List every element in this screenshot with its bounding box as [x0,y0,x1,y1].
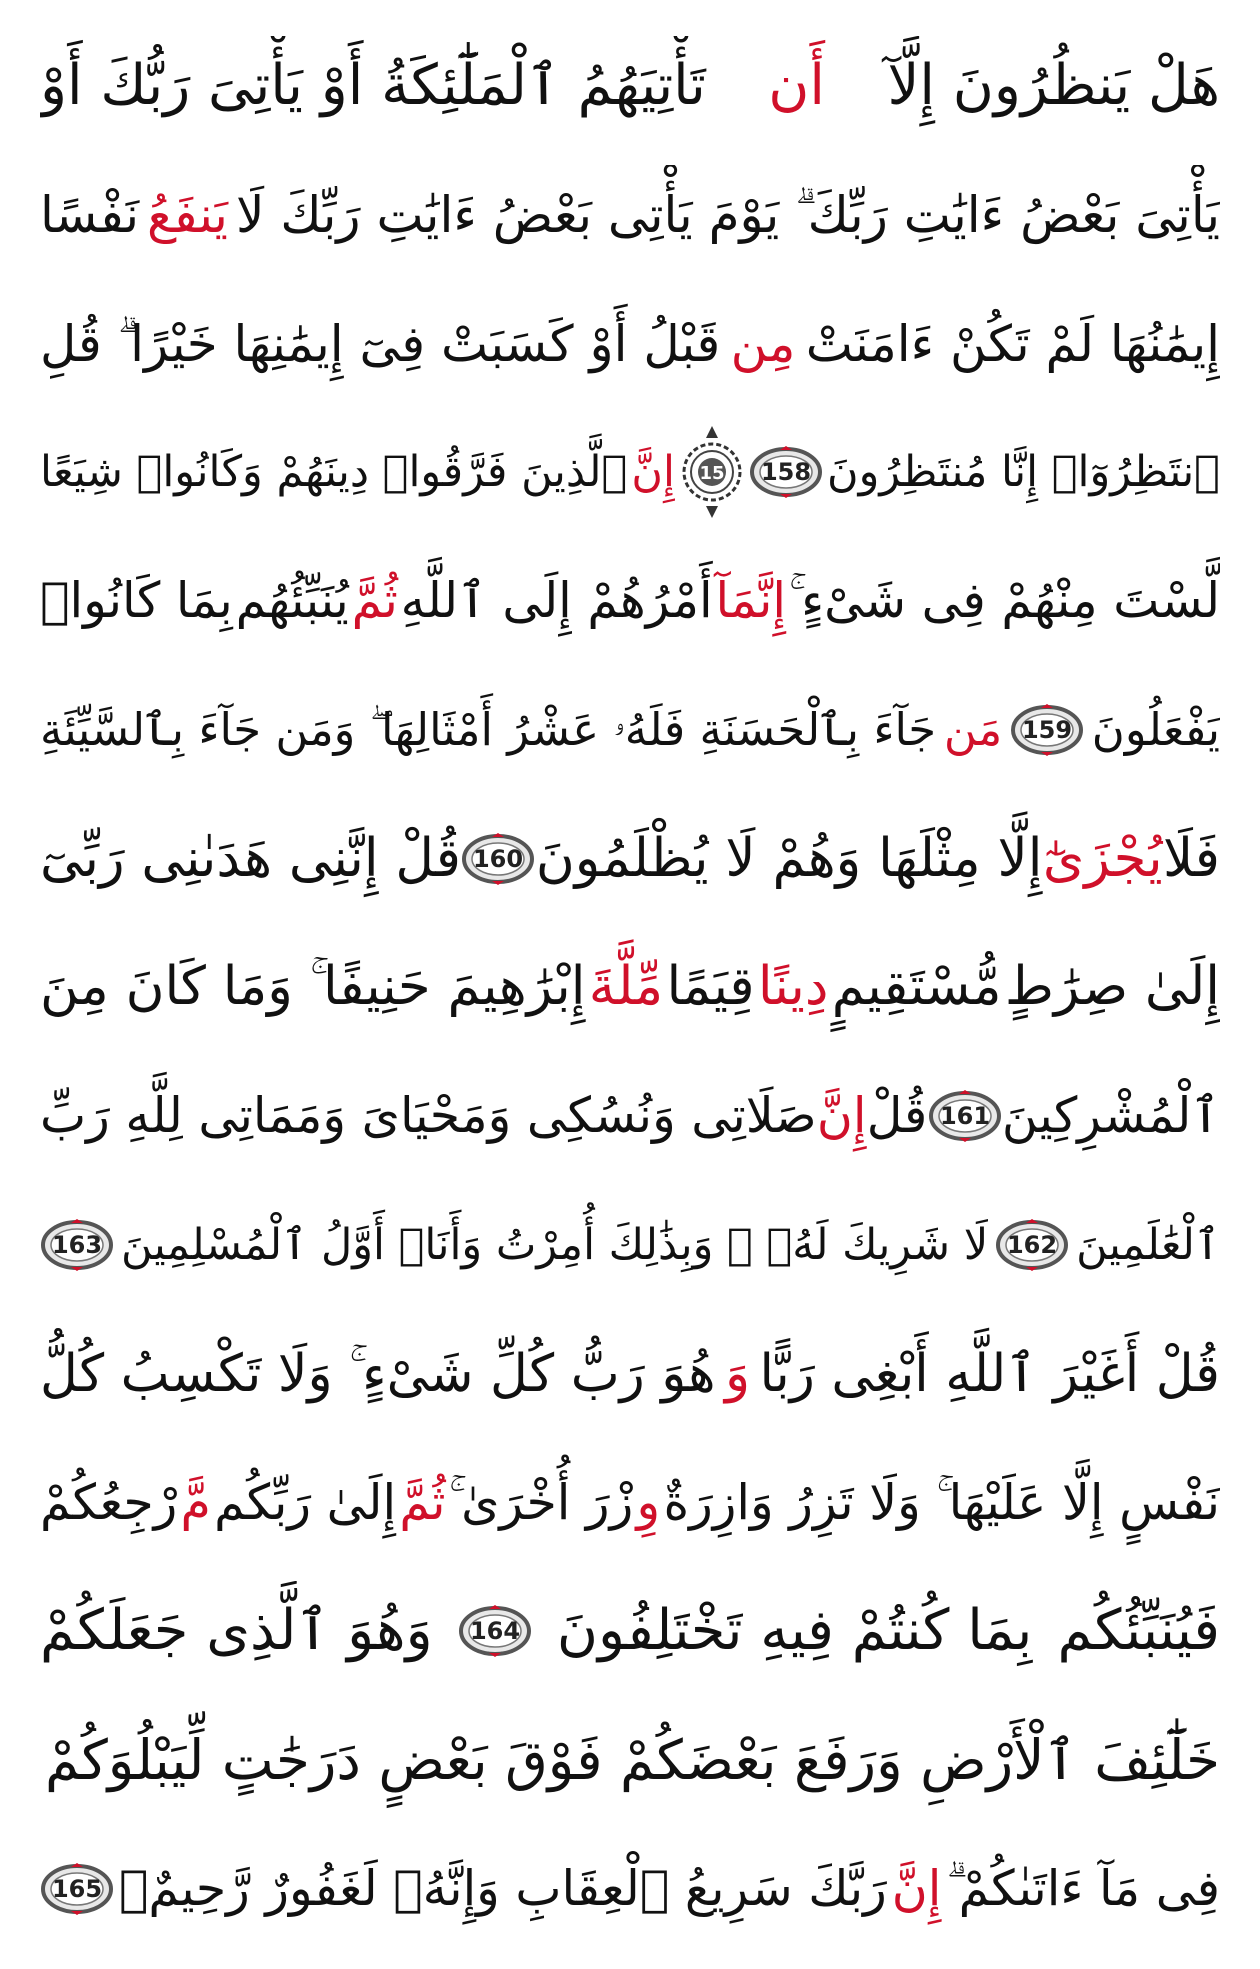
tajweed-highlight-text: يُجْزَىٰٓ [1042,827,1163,889]
tajweed-highlight-text: إِنَّ [631,447,675,498]
verse-text: صَلَاتِى وَنُسُكِى وَمَحْيَاىَ وَمَمَاتِى لِلَّهِ رَبِّ [40,1087,817,1145]
verse-text: يَفْعَلُونَ [1091,702,1220,756]
verse-text: يُنَبِّئُهُم [235,572,349,630]
verse-text: تَأْتِيَهُمُ ٱلْمَلَٰٓئِكَةُ أَوْ يَأْتِىَ رَبُّكَ أَوْ [40,53,706,118]
verse-text: هَلْ يَنظُرُونَ إِلَّآ [887,53,1220,118]
verse-text: هُوَ رَبُّ كُلِّ شَىْءٍ ۚ وَلَا تَكْسِبُ كُلُّ [40,1343,716,1404]
verse-text: خَلَٰٓئِفَ ٱلْأَرْضِ وَرَفَعَ بَعْضَكُمْ فَوْقَ بَعْضٍ دَرَجَٰتٍ لِّيَبْلُوَكُمْ [45,1728,1220,1793]
verse-text: قَبْلُ أَوْ كَسَبَتْ فِىٓ إِيمَٰنِهَا خَيْرًا ۗ قُلِ [40,314,721,373]
verse-text: زْرَ أُخْرَىٰ ۚ [448,1473,634,1531]
verse-text: بِمَا كَانُوا۟ [40,572,233,630]
verse-text: ٱنتَظِرُوٓا۟ إِنَّا مُنتَظِرُونَ [827,447,1220,498]
text-line-3 [40,294,1220,394]
text-line-5 [40,551,1220,651]
ayah-number-marker [40,1863,114,1915]
verse-text: فِى مَآ ءَاتَىٰكُمْ ۗ [946,1859,1220,1917]
verse-text: رْجِعُكُمْ [40,1473,178,1531]
ayah-number-marker [1010,704,1084,756]
verse-text: نَفْسًا [40,185,140,244]
text-line-12 [40,1453,1220,1553]
tajweed-highlight-text: ثُمَّ [351,572,398,630]
tajweed-highlight-text: مَن [943,702,1003,756]
text-line-2 [40,165,1220,265]
ayah-number-marker [461,833,535,885]
text-line-1 [40,36,1220,136]
tajweed-highlight-text: وِ [636,1473,661,1531]
verse-text: وَهُوَ ٱلَّذِى جَعَلَكُمْ [40,1598,433,1664]
verse-text: أَمْرُهُمْ إِلَى ٱللَّهِ [400,572,713,630]
verse-text: قُلْ أَغَيْرَ ٱللَّهِ أَبْغِى رَبًّا [759,1343,1220,1404]
verse-text: فَيُنَبِّئُكُم [1057,1598,1220,1664]
text-line-7 [40,809,1220,909]
verse-text: جَآءَ بِٱلْحَسَنَةِ فَلَهُۥ عَشْرُ أَمْثَالِهَا ۖ وَمَن جَآءَ بِٱلسَّيِّئَةِ [40,702,937,756]
hizb-number: 15 [699,463,725,485]
verse-text: رَبَّكَ سَرِيعُ ٱلْعِقَابِ وَإِنَّهُۥ لَغَفُورٌ رَّحِيمٌۢ [119,1859,887,1917]
verse-text: قُلْ [866,1087,928,1145]
tajweed-highlight-text: ثُمَّ [399,1473,446,1531]
verse-text: إِلَىٰ صِرَٰطٍ [1004,956,1220,1018]
verse-text: ٱلَّذِينَ فَرَّقُوا۟ دِينَهُمْ وَكَانُوا۟ شِيَعًا [40,447,628,498]
tajweed-highlight-text: مَّ [180,1473,211,1531]
text-line-13 [40,1581,1220,1681]
tajweed-highlight-text: إِنَّمَآ [715,572,787,630]
text-line-4 [40,422,1220,522]
verse-text: إِلَّا مِثْلَهَا وَهُمْ لَا يُظْلَمُونَ [535,827,1043,889]
ayah-number: 158 [760,458,812,487]
tajweed-highlight-text: إِنَّ [816,1087,867,1145]
ayah-number-marker [749,446,823,498]
verse-text: بِمَا كُنتُمْ فِيهِ تَخْتَلِفُونَ [556,1598,1033,1664]
ayah-number-marker [928,1090,1002,1142]
tajweed-highlight-text: أَن [768,53,825,118]
verse-text: مُّسْتَقِيمٍ [831,956,1002,1018]
tajweed-highlight-text: دِينًا [757,956,829,1018]
verse-text: نَفْسٍ إِلَّا عَلَيْهَا ۚ وَلَا تَزِرُ وَازِرَةٌ [663,1473,1220,1531]
ayah-number-marker [458,1605,532,1657]
verse-text: فَلَا [1163,827,1220,889]
text-line-9 [40,1066,1220,1166]
verse-text: لَّسْتَ مِنْهُمْ فِى شَىْءٍ ۚ [788,572,1220,630]
text-line-15 [40,1839,1220,1939]
verse-text: إِيمَٰنُهَا لَمْ تَكُنْ ءَامَنَتْ [805,314,1220,373]
ayah-number: 159 [1021,715,1073,744]
ayah-number: 165 [51,1874,103,1903]
verse-text: يَأْتِىَ بَعْضُ ءَايَٰتِ رَبِّكَ ۗ يَوْمَ يَأْتِى بَعْضُ ءَايَٰتِ رَبِّكَ لَا [235,185,1220,244]
verse-text: قِيَمًا [666,956,755,1018]
tajweed-highlight-text: مِّلَّةَ [588,956,664,1018]
ayah-number: 160 [473,844,524,873]
ayah-number-marker [40,1219,114,1271]
tajweed-highlight-text: إِنَّ [891,1859,942,1917]
ayah-number: 161 [939,1102,990,1131]
verse-text: إِبْرَٰهِيمَ حَنِيفًا ۚ وَمَا كَانَ مِنَ [40,956,586,1018]
verse-text: ٱلْعَٰلَمِينَ [1076,1220,1220,1271]
verse-text: لَا شَرِيكَ لَهُۥ ۖ وَبِذَٰلِكَ أُمِرْتُ وَأَنَا۠ أَوَّلُ ٱلْمُسْلِمِينَ [120,1220,989,1271]
verse-text: إِلَىٰ رَبِّكُم [214,1473,397,1531]
ayah-number: 164 [469,1617,520,1646]
ayah-number-marker [995,1219,1069,1271]
verse-text: ٱلْمُشْرِكِينَ [1001,1087,1220,1145]
text-line-14 [40,1710,1220,1810]
text-line-8 [40,937,1220,1037]
text-line-6 [40,680,1220,780]
tajweed-highlight-text: وَ [724,1343,751,1404]
text-line-10 [40,1195,1220,1295]
tajweed-highlight-text: يَنفَعُ [147,185,228,244]
ayah-number: 162 [1007,1231,1058,1260]
verse-text: قُلْ إِنَّنِى هَدَىٰنِى رَبِّىٓ [40,827,461,889]
ayah-number: 163 [51,1231,103,1260]
text-line-11 [40,1324,1220,1424]
hizb-rosette-icon [679,424,745,520]
tajweed-highlight-text: مِن [730,314,796,373]
